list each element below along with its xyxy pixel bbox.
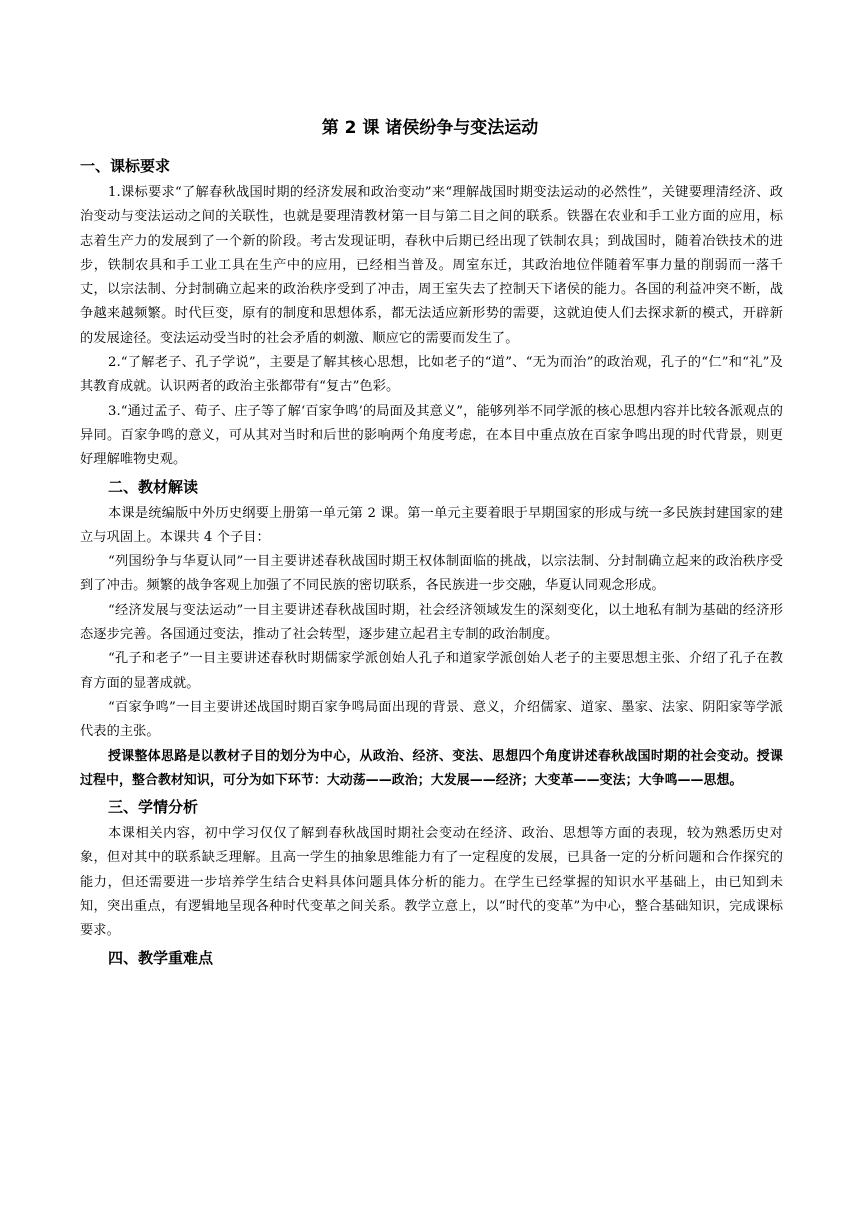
- paragraph: 本课是统编版中外历史纲要上册第一单元第 2 课。第一单元主要着眼于早期国家的形成与统一多民族封建国家的建立与巩固上。本课共 4 个子目：: [80, 505, 783, 545]
- paragraph: 1.课标要求“了解春秋战国时期的经济发展和政治变动”来“理解战国时期变法运动的必然性”，关键要理清经济、政治变动与变法运动之间的关联性，也就是要理清教材第一目与第二目之间的联系。铁器在农业和手工业方面的应用，标志着生产力的发展到了一个新的阶段。考古发现证明，春秋中后期已经出现了铁制农具；到战国时，随着冶铁技术的进步，铁制农具和手工业工具在生产中的应用，已经相当普及。周室东迁，其政治地位伴随着军事力量的削弱而一落千丈，以宗法制、分封制确立起来的政治秩序受到了冲击，周王室失去了控制天下诸侯的能力。各国的利益冲突不断，战争越来越频繁。时代巨变，原有的制度和思想体系，都无法适应新形势的需要，这就迫使人们去探求新的模式，开辟新的发展途径。变法运动受当时的社会矛盾的刺激、顺应它的需要而发生了。: [80, 185, 783, 346]
- paragraph: 3.“通过孟子、荀子、庄子等了解‘百家争鸣’的局面及其意义”，能够列举不同学派的核心思想内容并比较各派观点的异同。百家争鸣的意义，可从其对当时和后世的影响两个角度考虑，在本目中重点放在百家争鸣出现的时代背景，则更好理解唯物史观。: [80, 403, 783, 468]
- paragraph: 2.“了解老子、孔子学说”，主要是了解其核心思想，比如老子的“道”、“无为而治”的政治观，孔子的“仁”和“礼”及其教育成就。认识两者的政治主张都带有“复古”色彩。: [80, 355, 783, 395]
- paragraph: “列国纷争与华夏认同”一目主要讲述春秋战国时期王权体制面临的挑战，以宗法制、分封制确立起来的政治秩序受到了冲击。频繁的战争客观上加强了不同民族的密切联系，各民族进一步交融，华夏认同观念形成。: [80, 554, 783, 594]
- page-title: 第 2 课 诸侯纷争与变法运动: [321, 118, 539, 138]
- paragraph: 本课相关内容，初中学习仅仅了解到春秋战国时期社会变动在经济、政治、思想等方面的表现，较为熟悉历史对象，但对其中的联系缺乏理解。且高一学生的抽象思维能力有了一定程度的发展，已具备一定的分析问题和合作探究的能力，但还需要进一步培养学生结合史料具体问题具体分析的能力。在学生已经掌握的知识水平基础上，由已知到未知，突出重点，有逻辑地呈现各种时代变革之间关系。教学立意上，以“时代的变革”为中心，整合基础知识，完成课标要求。: [80, 826, 783, 939]
- section-heading-key-points: 四、教学重难点: [108, 948, 214, 967]
- section-heading-textbook: 二、教材解读: [108, 477, 199, 496]
- paragraph: “孔子和老子”一目主要讲述春秋时期儒家学派创始人孔子和道家学派创始人老子的主要思想主张、介绍了孔子在教育方面的显著成就。: [80, 651, 783, 691]
- paragraph: “经济发展与变法运动”一目主要讲述春秋战国时期，社会经济领域发生的深刻变化，以土地私有制为基础的经济形态逐步完善。各国通过变法，推动了社会转型，逐步建立起君主专制的政治制度。: [80, 602, 783, 643]
- section-heading-curriculum: 一、课标要求: [80, 157, 171, 175]
- section-heading-student-analysis: 三、学情分析: [108, 798, 199, 817]
- paragraph-bold-summary: 授课整体思路是以教材子目的划分为中心，从政治、经济、变法、思想四个角度讲述春秋战国时期的社会变动。授课过程中，整合教材知识，可分为如下环节：大动荡——政治；大发展——经济；大变革——变法；大争鸣——思想。: [80, 748, 783, 788]
- paragraph: “百家争鸣”一目主要讲述战国时期百家争鸣局面出现的背景、意义，介绍儒家、道家、墨家、法家、阴阳家等学派代表的主张。: [80, 699, 783, 740]
- document-body: [80, 152, 783, 973]
